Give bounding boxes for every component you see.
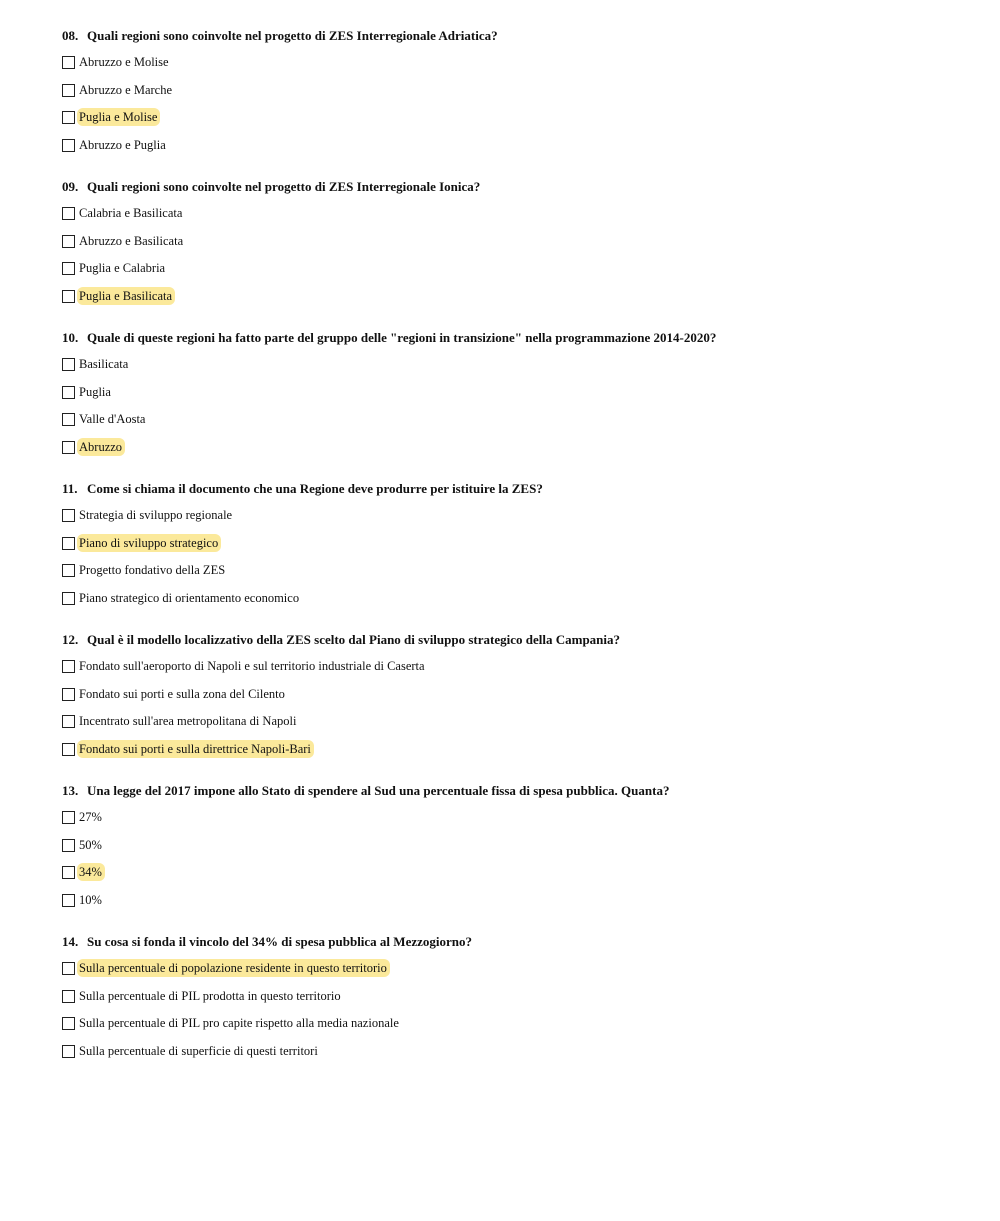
answer-option[interactable] (62, 988, 344, 1004)
question-number: 09. (62, 179, 79, 194)
answer-label: Abruzzo e Molise (79, 55, 169, 69)
answer-label: Abruzzo e Marche (79, 83, 173, 97)
answer-label: 27% (79, 810, 102, 824)
answer-checkbox[interactable] (62, 386, 75, 399)
answer-label: 10% (79, 893, 102, 907)
answer-label: Fondato sull'aeroporto di Napoli e sul territorio industriale di Caserta (79, 659, 425, 673)
question-number: 11. (62, 481, 78, 496)
question-title (62, 481, 962, 497)
answer-checkbox[interactable] (62, 894, 75, 907)
answer-checkbox[interactable] (62, 441, 75, 454)
answer-checkbox[interactable] (62, 866, 75, 879)
answer-option[interactable] (62, 535, 221, 551)
answer-label: Progetto fondativo della ZES (79, 563, 226, 577)
question-number: 08. (62, 28, 79, 43)
answer-option[interactable] (62, 892, 105, 908)
answer-label: Incentrato sull'area metropolitana di Napoli (79, 714, 297, 728)
answer-option[interactable] (62, 837, 105, 853)
answer-label: Valle d'Aosta (79, 412, 146, 426)
answer-checkbox[interactable] (62, 537, 75, 550)
answer-label: Abruzzo e Puglia (79, 138, 166, 152)
question-title (62, 632, 962, 648)
question-block (62, 179, 962, 303)
answer-option[interactable] (62, 960, 390, 976)
answer-option[interactable] (62, 411, 148, 427)
answer-checkbox[interactable] (62, 509, 75, 522)
answer-option[interactable] (62, 439, 125, 455)
answer-option[interactable] (62, 864, 105, 880)
answer-checkbox[interactable] (62, 660, 75, 673)
question-title (62, 179, 962, 195)
answer-label-highlighted: Sulla percentuale di popolazione residente in questo territorio (77, 959, 390, 977)
answer-option[interactable] (62, 1043, 321, 1059)
answer-label: Calabria e Basilicata (79, 206, 183, 220)
question-text: Qual è il modello localizzativo della ZES scelto dal Piano di sviluppo strategico della Campania? (87, 632, 621, 647)
question-block (62, 28, 962, 152)
answer-checkbox[interactable] (62, 564, 75, 577)
answer-checkbox[interactable] (62, 1017, 75, 1030)
answer-checkbox[interactable] (62, 1045, 75, 1058)
answer-label-highlighted: Fondato sui porti e sulla direttrice Napoli-Bari (77, 740, 314, 758)
answer-checkbox[interactable] (62, 839, 75, 852)
question-text: Quale di queste regioni ha fatto parte del gruppo delle "regioni in transizione" nella programmazione 2014-2020? (87, 330, 717, 345)
answer-option[interactable] (62, 590, 302, 606)
answer-option[interactable] (62, 82, 175, 98)
answer-checkbox[interactable] (62, 111, 75, 124)
answer-option[interactable] (62, 260, 168, 276)
answer-checkbox[interactable] (62, 207, 75, 220)
answer-label: Puglia e Calabria (79, 261, 166, 275)
answer-label: Sulla percentuale di superficie di questi territori (79, 1044, 318, 1058)
answer-label-highlighted: 34% (77, 863, 105, 881)
answer-option[interactable] (62, 1015, 402, 1031)
answer-checkbox[interactable] (62, 743, 75, 756)
question-title (62, 783, 962, 799)
answer-label: Puglia (79, 385, 111, 399)
question-text: Come si chiama il documento che una Regione deve produrre per istituire la ZES? (87, 481, 543, 496)
answer-checkbox[interactable] (62, 262, 75, 275)
question-block (62, 632, 962, 756)
question-number: 13. (62, 783, 79, 798)
question-block (62, 934, 962, 1058)
answer-option[interactable] (62, 507, 235, 523)
answer-label: Strategia di sviluppo regionale (79, 508, 233, 522)
question-text: Una legge del 2017 impone allo Stato di spendere al Sud una percentuale fissa di spesa pubblica. Quanta? (87, 783, 670, 798)
answer-option[interactable] (62, 109, 160, 125)
question-text: Quali regioni sono coinvolte nel progetto di ZES Interregionale Adriatica? (87, 28, 498, 43)
question-block (62, 330, 962, 454)
answer-option[interactable] (62, 205, 185, 221)
answer-label: Sulla percentuale di PIL pro capite rispetto alla media nazionale (79, 1016, 399, 1030)
answer-option[interactable] (62, 288, 175, 304)
answer-label: Piano strategico di orientamento economico (79, 591, 300, 605)
answer-checkbox[interactable] (62, 358, 75, 371)
question-number: 14. (62, 934, 79, 949)
answer-label-highlighted: Puglia e Molise (77, 108, 160, 126)
answer-checkbox[interactable] (62, 962, 75, 975)
answer-checkbox[interactable] (62, 990, 75, 1003)
answer-checkbox[interactable] (62, 413, 75, 426)
answer-checkbox[interactable] (62, 290, 75, 303)
answer-option[interactable] (62, 562, 228, 578)
answer-label-highlighted: Abruzzo (77, 438, 125, 456)
answer-option[interactable] (62, 686, 288, 702)
answer-option[interactable] (62, 356, 131, 372)
question-text: Su cosa si fonda il vincolo del 34% di spesa pubblica al Mezzogiorno? (87, 934, 472, 949)
answer-option[interactable] (62, 658, 428, 674)
answer-checkbox[interactable] (62, 592, 75, 605)
answer-checkbox[interactable] (62, 235, 75, 248)
answer-label: Sulla percentuale di PIL prodotta in questo territorio (79, 989, 341, 1003)
answer-option[interactable] (62, 741, 314, 757)
answer-label: 50% (79, 838, 102, 852)
answer-option[interactable] (62, 233, 186, 249)
answer-checkbox[interactable] (62, 56, 75, 69)
answer-checkbox[interactable] (62, 84, 75, 97)
answer-option[interactable] (62, 384, 114, 400)
answer-option[interactable] (62, 54, 172, 70)
answer-label-highlighted: Piano di sviluppo strategico (77, 534, 221, 552)
question-title (62, 28, 962, 44)
question-text: Quali regioni sono coinvolte nel progetto di ZES Interregionale Ionica? (87, 179, 481, 194)
answer-label: Basilicata (79, 357, 129, 371)
question-title (62, 330, 962, 346)
question-number: 12. (62, 632, 79, 647)
answer-label: Fondato sui porti e sulla zona del Cilento (79, 687, 285, 701)
answer-option[interactable] (62, 809, 105, 825)
answer-checkbox[interactable] (62, 688, 75, 701)
answer-option[interactable] (62, 713, 299, 729)
answer-checkbox[interactable] (62, 139, 75, 152)
answer-option[interactable] (62, 137, 169, 153)
question-number: 10. (62, 330, 79, 345)
answer-label: Abruzzo e Basilicata (79, 234, 184, 248)
answer-checkbox[interactable] (62, 811, 75, 824)
answer-label-highlighted: Puglia e Basilicata (77, 287, 175, 305)
answer-checkbox[interactable] (62, 715, 75, 728)
question-block (62, 783, 962, 907)
question-block (62, 481, 962, 605)
question-title (62, 934, 962, 950)
